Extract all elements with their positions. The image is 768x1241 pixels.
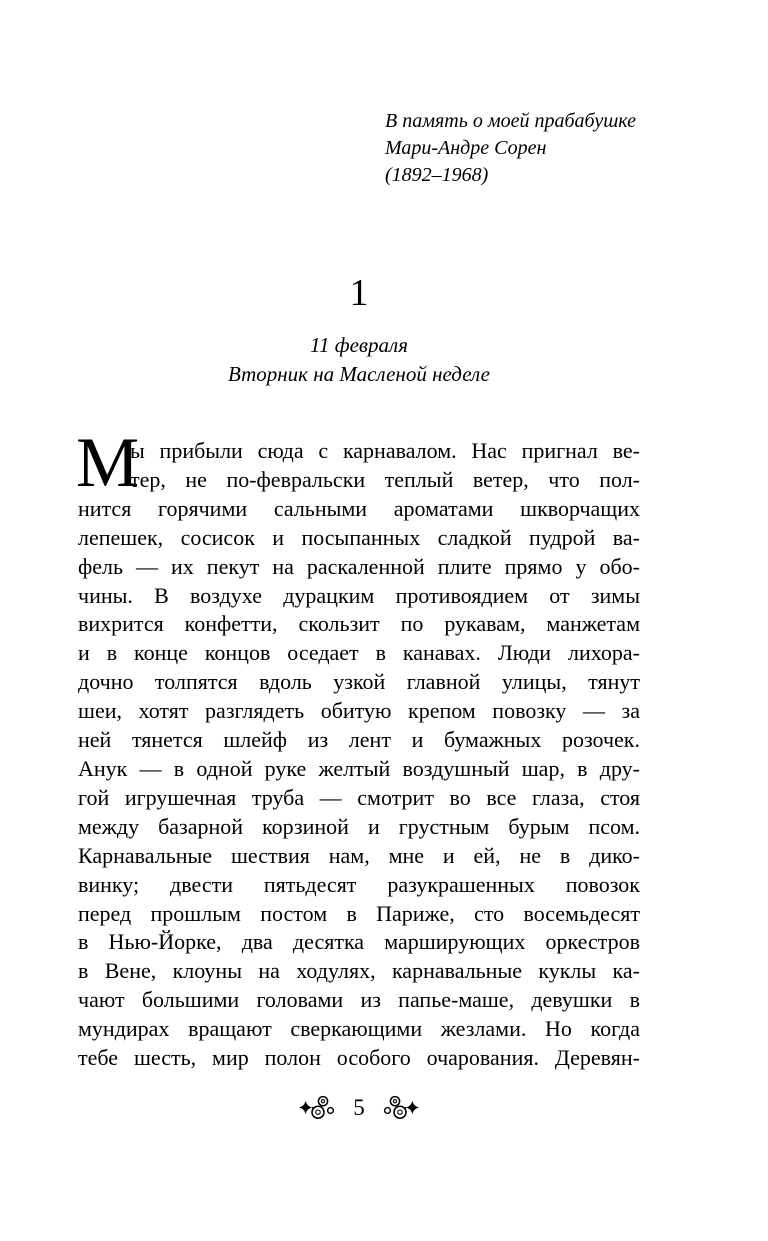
body-line: тер, не по-февральски теплый ветер, что пол- <box>130 466 640 492</box>
dedication-line: В память о моей прабабушке <box>385 110 637 132</box>
body-line: гой игрушечная труба — смотрит во все глаза, стоя <box>78 784 640 810</box>
body-line: вихрится конфетти, скользит по рукавам, манжетам <box>78 611 640 637</box>
page-footer <box>78 1094 640 1121</box>
body-line: лепешек, сосисок и посыпанных сладкой пудрой ва- <box>78 524 640 550</box>
body-lines <box>78 437 640 1073</box>
fleuron-right-icon <box>382 1094 420 1121</box>
body-paragraph <box>76 424 640 1073</box>
body-line: чают большими головами из папье-маше, девушки в <box>78 987 640 1013</box>
body-line: нится горячими сальными ароматами шкворчащих <box>78 495 640 521</box>
drop-cap: М <box>76 424 140 502</box>
body-line: чины. В воздухе дурацким противоядием от зимы <box>78 582 640 608</box>
page-number: 5 <box>353 1095 365 1120</box>
body-line: винку; двести пятьдесят разукрашенных повозок <box>78 871 640 897</box>
body-line: в Вене, клоуны на ходулях, карнавальные куклы ка- <box>78 958 640 984</box>
body-line: в Нью-Йорке, два десятка марширующих оркестров <box>78 929 640 955</box>
dedication <box>385 108 636 189</box>
chapter-date-line: 11 февраля <box>310 333 408 357</box>
fleuron-left-icon <box>298 1094 336 1121</box>
body-line: ней тянется шлейф из лент и бумажных розочек. <box>78 727 640 753</box>
body-line: дочно толпятся вдоль узкой главной улицы, тянут <box>78 669 640 695</box>
body-line: перед прошлым постом в Париже, сто восемьдесят <box>78 900 640 926</box>
dedication-line: (1892–1968) <box>385 164 489 186</box>
body-line: Анук — в одной руке желтый воздушный шар, в дру- <box>78 755 640 781</box>
body-line: шеи, хотят разглядеть обитую крепом повозку — за <box>78 698 640 724</box>
chapter-date-heading <box>78 331 640 389</box>
body-line: Карнавальные шествия нам, мне и ей, не в дико- <box>78 842 640 868</box>
chapter-date-line: Вторник на Масленой неделе <box>228 362 490 386</box>
body-line: ы прибыли сюда с карнавалом. Нас пригнал ве- <box>130 438 640 463</box>
body-line: тебе шесть, мир полон особого очарования. Деревян- <box>78 1045 640 1071</box>
body-line: мундирах вращают сверкающими жезлами. Но когда <box>78 1016 640 1042</box>
dedication-line: Мари-Андре Сорен <box>385 137 547 159</box>
body-line: между базарной корзиной и грустным бурым псом. <box>78 813 640 839</box>
body-line: и в конце концов оседает в канавах. Люди лихора- <box>78 640 640 666</box>
chapter-number: 1 <box>349 272 369 314</box>
body-line: фель — их пекут на раскаленной плите прямо у обо- <box>78 553 640 579</box>
